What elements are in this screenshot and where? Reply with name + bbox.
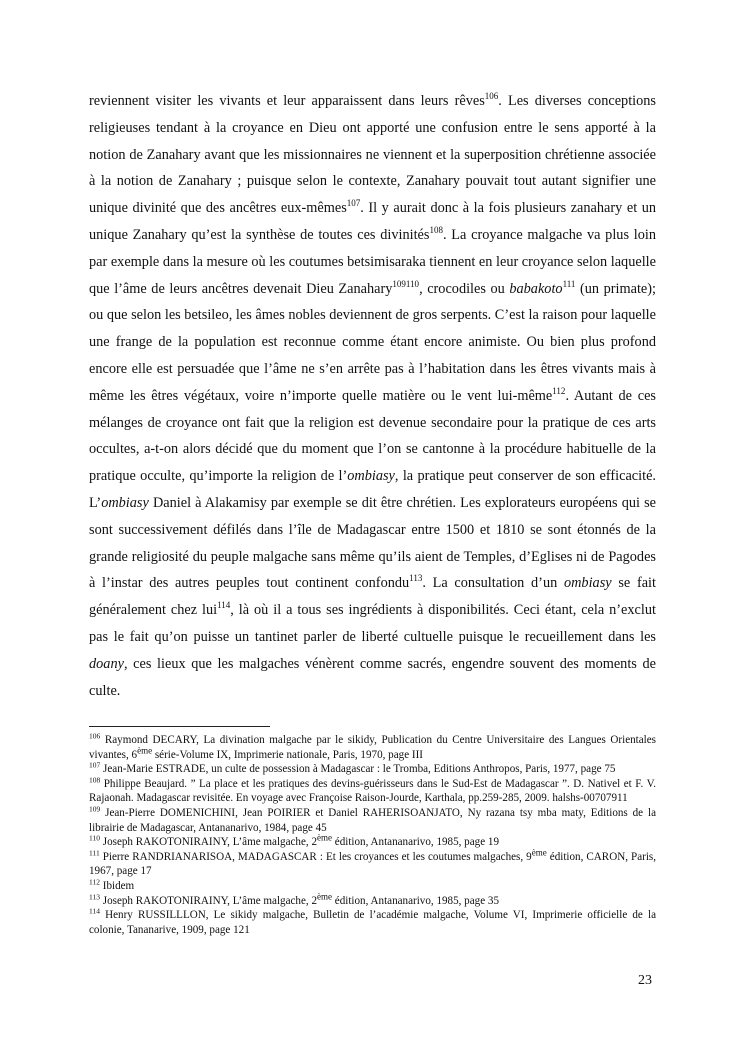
footnote-106 xyxy=(89,733,656,762)
text-run: , là où il a tous ses ingrédients à disponibilités. Ceci étant, cela n’exclut pas le fait qu’on puisse un tantinet parler de liberté cultuelle puisque le recueillement dans les xyxy=(89,602,656,645)
text-run: (un primate); ou que selon les betsileo, les âmes nobles deviennent de gros serpents. C’est la raison pour laquelle une frange de la population est reconnue comme étant encore animiste. Ou bien plus profond encore elle est persuadée que l’âme ne s’en arrête pas à l’habitation dans les êtres vivants mais à même les êtres végétaux, voire n’importe quelle matière ou le vent lui-même xyxy=(89,280,656,404)
italic-term: ombiasy xyxy=(347,468,395,485)
footnote-reference: 114 xyxy=(217,600,231,611)
text-run: Henry RUSSILLLON, Le sikidy malgache, Bulletin de l’académie malgache, Volume VI, Imprimerie officielle de la colonie, Tananarive, 1909, page 121 xyxy=(89,909,656,936)
footnote-number: 111 xyxy=(89,848,100,858)
page-number: 23 xyxy=(638,973,652,988)
text-run: Jean-Marie ESTRADE, un culte de possession à Madagascar : le Tromba, Editions Anthropos, Paris, 1977, page 75 xyxy=(100,763,616,776)
italic-term: ombiasy xyxy=(101,494,149,511)
footnotes-section xyxy=(89,733,656,937)
text-run: . Autant de ces mélanges de croyance ont fait que la religion est devenue secondaire pour la pratique de ces arts occultes, a-t-on alors décidé que du moment que l’on se cantonne à la procédure habituelle de la pratique occulte, qu’importe la religion de l’ xyxy=(89,387,656,485)
text-run: . Les diverses conceptions religieuses tendant à la croyance en Dieu ont apporté une confusion entre le sens apporté à la notion de Zanahary avant que les missionnaires ne viennent et la superposition chrétienne associée à la notion de Zanahary ; puisque selon le contexte, Zanahary pouvait tout autant signifier une unique divinité que des ancêtres eux-mêmes xyxy=(89,93,656,217)
italic-term: babakoto xyxy=(509,280,563,297)
text-run: Joseph RAKOTONIRAINY, L’âme malgache, 2 xyxy=(99,894,317,907)
paragraph-text xyxy=(89,88,656,704)
text-run: Raymond DECARY, La divination malgache par le sikidy, Publication du Centre Universitaire des Langues Orientales vivantes, 6 xyxy=(89,734,656,761)
text-run: . Il y aurait donc à la fois plusieurs zanahary et un unique Zanahary qu’est la synthèse de toutes ces divinités xyxy=(89,200,657,243)
text-run: reviennent visiter les vivants et leur apparaissent dans leurs rêves xyxy=(89,93,485,109)
text-run: . La consultation d’un xyxy=(422,575,564,592)
footnote-108 xyxy=(89,777,656,806)
footnote-reference: 109110 xyxy=(392,278,420,289)
text-run: édition, CARON, Paris, 1967, page 17 xyxy=(89,850,656,878)
footnote-number: 113 xyxy=(89,891,100,901)
footnote-number: 109 xyxy=(89,804,101,814)
footnote-reference: 107 xyxy=(346,198,361,209)
footnote-112 xyxy=(89,879,656,894)
footnote-reference: 111 xyxy=(562,278,576,289)
text-run: édition, Antananarivo, 1985, page 35 xyxy=(332,894,499,907)
footnote-111 xyxy=(89,847,656,879)
text-run: Philippe Beaujard. ” La place et les pratiques des devins-guérisseurs dans le Sud-Est de Madagascar ”. D. Nativel et F. V. Rajaonah. Madagascar revisitée. En voyage avec Françoise Raison-Jourde, Karthala, pp.259-285, 2009. halshs-00707911 xyxy=(89,777,656,805)
text-run: se fait généralement chez lui xyxy=(89,575,657,619)
italic-term: doany xyxy=(89,655,124,672)
text-run: Daniel à Alakamisy par exemple se dit être chrétien. Les explorateurs européens qui se sont successivement défilés dans l’île de Madagascar entre 1500 et 1810 se sont étonnés de la grande religiosité du peuple malgache sans même qu’ils aient de Temples, d’Eglises ni de Pagodes à l’instar des autres peuples tout continent confondu xyxy=(89,494,656,592)
text-run: Pierre RANDRIANARISOA, MADAGASCAR : Et les croyances et les coutumes malgaches, 9 xyxy=(99,850,532,863)
footnote-number: 110 xyxy=(89,833,100,843)
footnote-reference: ème xyxy=(317,890,332,901)
footnote-113 xyxy=(89,890,656,909)
text-run: , la pratique peut conserver de son efficacité. L’ xyxy=(89,468,656,511)
text-run: série-Volume IX, Imprimerie nationale, Paris, 1970, page III xyxy=(152,748,423,761)
footnote-reference: 112 xyxy=(552,386,566,396)
body-paragraph xyxy=(89,88,656,704)
text-run: Jean-Pierre DOMENICHINI, Jean POIRIER et Daniel RAHERISOANJATO, Ny razana tsy mba maty, Editions de la librairie de Madagascar, Antananarivo, 1984, page 45 xyxy=(89,806,656,834)
text-run: Joseph RAKOTONIRAINY, L’âme malgache, 2 xyxy=(99,836,317,849)
text-run: , ces lieux que les malgaches vénèrent comme sacrés, engendre souvent des moments de culte. xyxy=(89,655,656,699)
text-run: , crocodiles ou xyxy=(419,280,510,297)
footnote-110 xyxy=(89,832,656,850)
footnote-number: 112 xyxy=(89,877,100,887)
text-run: Ibidem xyxy=(99,879,135,892)
footnote-number: 108 xyxy=(89,775,101,785)
italic-term: ombiasy xyxy=(563,575,612,592)
footnote-reference: ème xyxy=(137,744,153,755)
text-run: . La croyance malgache va plus loin par exemple dans la mesure où les coutumes betsimisaraka tiennent en leur croyance selon laquelle que l’âme de leurs ancêtres devenait Dieu Zanahary xyxy=(89,226,657,297)
footnote-number: 107 xyxy=(89,760,101,770)
footnote-reference: 108 xyxy=(429,225,443,236)
footnote-reference: 113 xyxy=(409,573,423,584)
footnote-114 xyxy=(89,908,656,937)
footnote-107 xyxy=(89,762,656,777)
text-run: édition, Antananarivo, 1985, page 19 xyxy=(332,836,499,849)
footnote-reference: ème xyxy=(531,847,547,858)
footnote-number: 106 xyxy=(89,731,101,741)
footnote-reference: ème xyxy=(317,832,332,843)
footnote-109 xyxy=(89,806,656,835)
footnote-separator xyxy=(89,726,270,727)
footnote-reference: 106 xyxy=(484,91,499,102)
footnote-number: 114 xyxy=(89,906,100,916)
